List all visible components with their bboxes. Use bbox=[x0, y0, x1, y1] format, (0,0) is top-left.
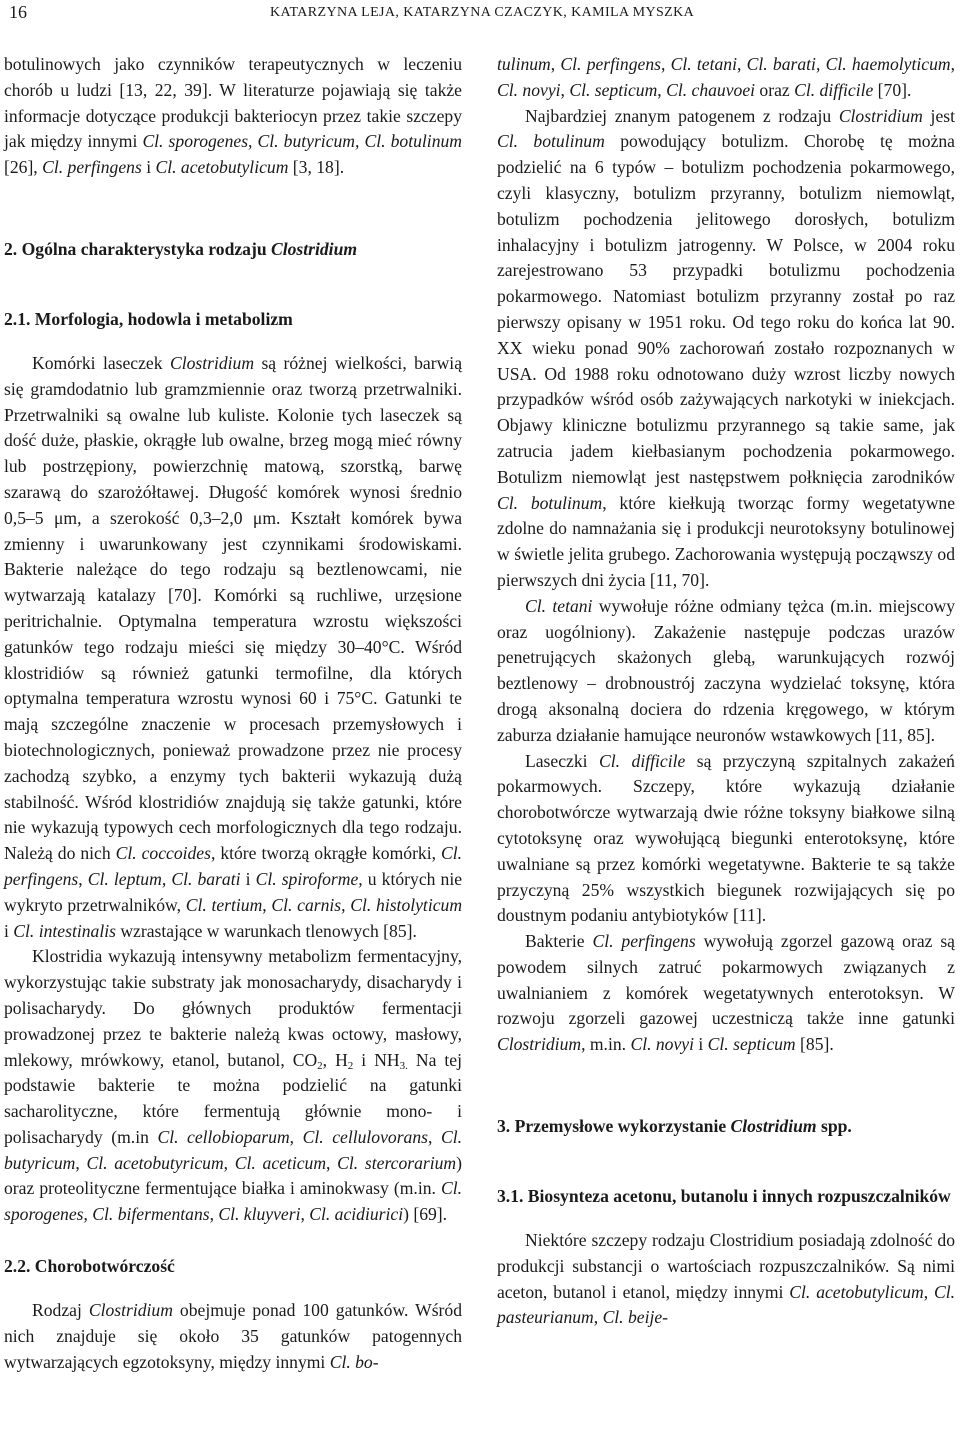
text-run: [26], bbox=[4, 157, 43, 178]
italic-term: Cl. barati bbox=[171, 868, 241, 889]
text-run: , bbox=[737, 54, 747, 74]
subscript: 2 bbox=[347, 1059, 354, 1072]
left-heading-2 bbox=[4, 307, 462, 331]
text-run: , bbox=[660, 54, 671, 74]
text-run: Najbardziej znanym patogenem z rodzaju bbox=[525, 105, 839, 126]
italic-term: Cl. chauvoei bbox=[666, 79, 756, 100]
italic-term: Clostridium bbox=[730, 1116, 817, 1137]
italic-term: Cl. pasteurianum bbox=[497, 1281, 955, 1328]
section-spacer bbox=[4, 181, 462, 219]
italic-term: tulinum bbox=[497, 54, 551, 74]
italic-term: Cl. acidiurici bbox=[309, 1204, 404, 1225]
text-run: i bbox=[141, 157, 156, 178]
text-run: , bbox=[657, 79, 667, 100]
text-run: Klostridia wykazują intensywny metabolizm fermentacyjny, wykorzystując takie substraty jak monosacharydy, disacharydy i polisacharydy. Do głównych produktów fermentacji prowadzonej przez te bakterie należą kwas octowy, masłowy, mlekowy, mrówkowy, etanol, butanol, CO bbox=[4, 946, 462, 1070]
italic-term: Cl. cellulovorans bbox=[302, 1126, 428, 1147]
italic-term: Cl. tetani bbox=[670, 54, 737, 74]
right-heading-2 bbox=[497, 1184, 955, 1208]
text-run: 3.1. Biosynteza acetonu, butanolu i innych rozpuszczalników bbox=[497, 1186, 951, 1207]
italic-term: Cl. haemolyticum bbox=[825, 54, 951, 74]
italic-term: Cl. stercorarium bbox=[337, 1152, 457, 1173]
italic-term: Cl. tertium bbox=[185, 894, 263, 915]
text-run: , bbox=[75, 1152, 87, 1173]
text-run: , bbox=[427, 1126, 441, 1147]
section-spacer bbox=[497, 1058, 955, 1096]
text-run: ) [69]. bbox=[403, 1204, 448, 1225]
text-run: , bbox=[300, 1204, 310, 1225]
italic-term: Cl. acetobutyricum bbox=[86, 1152, 224, 1173]
text-run: [3, 18]. bbox=[288, 157, 345, 178]
left-paragraph-2 bbox=[4, 351, 462, 944]
text-run: wzrastające w warunkach tlenowych [85]. bbox=[115, 920, 417, 941]
text-run: powodujący botulizm. Chorobę tę można podzielić na 6 typów – botulizm pochodzenia pokarmowego, czyli klasyczny, botulizm przyranny, botulizm niemowląt, botulizm pochodzenia jelitowego dorosłych, botulizm inhalacyjny i botulizm jatrogenny. W Polsce, w 2004 roku zarejestrowano 53 przypadki botulizmu pochodzenia pokarmowego. Natomiast botulizm przyranny został po raz pierwszy opisany w 1951 roku. Od tego roku do końca lat 90. XX wieku ponad 90% zachorowań zostało rozpoznanych w USA. Od 1988 roku odnotowano duży wzrost liczby nowych przypadków wśród osób zażywających narkotyki w iniekcjach. Objawy kliniczne botulizmu przyrannego są takie same, jak zatrucia jadem kiełbasianym pochodzenia pokarmowego. Botulizm niemowląt jest następstwem połknięcia zarodników bbox=[497, 131, 955, 487]
italic-term: Cl. barati bbox=[746, 54, 816, 74]
text-run: , bbox=[560, 79, 570, 100]
text-run: [70]. bbox=[873, 79, 912, 100]
text-run: ) oraz proteolityczne fermentujące białka i aminokwasy (m.in. bbox=[4, 1152, 462, 1199]
italic-term: Cl. aceticum bbox=[234, 1152, 327, 1173]
text-run: Na tej podstawie bakterie te można podzielić na gatunki sacharolityczne, które fermentują głównie mono- i polisacharydy (m.in bbox=[4, 1049, 462, 1147]
italic-term: Cl. cellobioparum bbox=[157, 1126, 290, 1147]
italic-term: Clostridium bbox=[838, 105, 923, 126]
italic-term: Clostridium bbox=[169, 352, 255, 373]
text-run: , bbox=[923, 1281, 934, 1302]
section-spacer bbox=[4, 1228, 462, 1248]
italic-term: Cl. novyi bbox=[497, 79, 561, 100]
text-run: Komórki laseczek bbox=[32, 352, 170, 373]
left-heading-1 bbox=[4, 237, 462, 261]
italic-term: Cl. coccoides bbox=[115, 843, 211, 864]
text-run: i bbox=[4, 920, 14, 941]
text-run: 2.2. Chorobotwórczość bbox=[4, 1256, 175, 1277]
right-paragraph-2 bbox=[497, 104, 955, 594]
text-run: oraz bbox=[755, 79, 795, 100]
text-run: , bbox=[593, 1307, 603, 1328]
italic-term: Cl. botulinum bbox=[497, 492, 603, 513]
text-run: , H bbox=[322, 1049, 348, 1070]
italic-term: Cl. histolyticum bbox=[350, 894, 463, 915]
text-run: wywołują zgorzel gazową oraz są powodem silnych zatruć pokarmowych związanych z uwalnianiem z komórek wegetatywnych enterotoksyn. W rozwoju zgorzeli gazowej uczestniczą także inne gatunki bbox=[497, 931, 955, 1029]
italic-term: Cl. beije- bbox=[602, 1307, 669, 1328]
italic-term: Cl. perfingens bbox=[560, 54, 661, 74]
text-run: , bbox=[223, 1152, 235, 1173]
left-paragraph-4 bbox=[4, 1298, 462, 1375]
text-run: są przyczyną szpitalnych zakażeń pokarmowych. Szczepy, które wykazują działanie chorobotwórcze wytwarzają dwie różne toksyny białkowe silną cytotoksynę oraz wywołującą biegunki enterotoksynę, które uwalniane są przez komórki wegetatywne. Bakterie te są także przyczyną 25% wszystkich biegunek rozwijających się po doustnym podaniu antybiotyków [11]. bbox=[497, 750, 955, 926]
text-run: Rodzaj bbox=[32, 1300, 89, 1321]
text-run: , które tworzą okrągłe komórki, bbox=[210, 843, 441, 864]
running-header bbox=[0, 0, 960, 30]
left-paragraph-1 bbox=[4, 52, 462, 181]
italic-term: Cl. leptum bbox=[87, 868, 162, 889]
italic-term: Cl. septicum bbox=[707, 1034, 796, 1055]
right-paragraph-1 bbox=[497, 52, 955, 104]
text-run: obejmuje ponad 100 gatunków. Wśród nich znajduje się około 35 gatunków patogennych wytwarzających egzotoksyny, między innymi bbox=[4, 1300, 462, 1372]
italic-term: Cl. septicum bbox=[569, 79, 658, 100]
right-paragraph-6 bbox=[497, 1228, 955, 1331]
italic-term: Cl. perfingens bbox=[4, 843, 463, 889]
text-run: , bbox=[550, 54, 561, 74]
italic-term: Clostridium bbox=[88, 1300, 173, 1321]
text-run: jest bbox=[922, 105, 955, 126]
text-run: , bbox=[78, 868, 88, 889]
text-run: , bbox=[161, 868, 172, 889]
text-run: Niektóre szczepy rodzaju Clostridium posiadają zdolność do produkcji substancji o wartościach rozpuszczalników. Są nimi aceton, butanol i etanol, między innymi bbox=[497, 1230, 955, 1302]
header-authors: KATARZYNA LEJA, KATARZYNA CZACZYK, KAMILA MYSZKA bbox=[270, 5, 695, 20]
text-run: , bbox=[262, 894, 272, 915]
italic-term: Cl. tetani bbox=[525, 595, 593, 616]
italic-term: Clostridium bbox=[497, 1034, 582, 1055]
italic-term: Cl. sporogenes bbox=[4, 1178, 462, 1225]
text-run: , bbox=[950, 54, 955, 74]
text-run: , bbox=[341, 894, 351, 915]
text-run: , bbox=[326, 1152, 338, 1173]
text-run: , bbox=[289, 1126, 303, 1147]
left-column bbox=[4, 52, 462, 1375]
italic-term: Cl. novyi bbox=[630, 1034, 694, 1055]
italic-term: Cl. bo- bbox=[329, 1351, 379, 1372]
italic-term: Cl. botulinum bbox=[497, 131, 605, 152]
page-number: 16 bbox=[9, 2, 27, 22]
text-run: , które kiełkują tworząc formy wegetatywne zdolne do namnażania się i produkcji neurotoksyny botulinowej w świetle jelita grubego. Zachorowania występują począwszy od pierwszych dni życia [11, 70]. bbox=[497, 492, 955, 590]
italic-term: Cl. acetobutylicum bbox=[789, 1281, 924, 1302]
text-run: Laseczki bbox=[525, 750, 600, 771]
left-paragraph-3 bbox=[4, 944, 462, 1228]
subscript: 3. bbox=[399, 1059, 408, 1072]
italic-term: Cl. kluyveri bbox=[218, 1204, 301, 1225]
italic-term: Cl. perfingens bbox=[592, 931, 696, 952]
text-run: botulinowych jako czynników terapeutycznych w leczeniu chorób u ludzi [13, 22, 39]. W literaturze pojawiają się także informacje dotyczące produkcji bakteriocyn przez takie szczepy jak między innymi bbox=[4, 54, 462, 152]
italic-term: Clostridium bbox=[271, 238, 358, 259]
text-run: 2. Ogólna charakterystyka rodzaju bbox=[4, 238, 271, 259]
right-paragraph-5 bbox=[497, 929, 955, 1058]
right-heading-1 bbox=[497, 1114, 955, 1138]
text-run: u których nie wykryto przetrwalników, bbox=[4, 868, 463, 915]
text-run: i bbox=[240, 868, 256, 889]
section-spacer bbox=[4, 281, 462, 301]
italic-term: Cl. intestinalis bbox=[13, 920, 116, 941]
text-run: Bakterie bbox=[525, 931, 593, 952]
italic-term: Cl. difficile bbox=[794, 79, 874, 100]
text-run: i NH bbox=[353, 1049, 400, 1070]
right-paragraph-3 bbox=[497, 594, 955, 749]
right-column bbox=[497, 52, 955, 1331]
text-run: , bbox=[815, 54, 826, 74]
section-spacer bbox=[497, 1158, 955, 1178]
left-heading-3 bbox=[4, 1254, 462, 1278]
text-run: i bbox=[693, 1034, 708, 1055]
italic-term: Cl. sporogenes, Cl. butyricum, Cl. botulinum bbox=[142, 131, 462, 152]
text-run: , m.in. bbox=[581, 1034, 631, 1055]
italic-term: Cl. difficile bbox=[599, 750, 686, 771]
italic-term: Cl. perfingens bbox=[42, 157, 142, 178]
text-run: 3. Przemysłowe wykorzystanie bbox=[497, 1116, 731, 1137]
italic-term: Cl. acetobutylicum bbox=[155, 157, 289, 178]
italic-term: Cl. butyricum bbox=[4, 1126, 462, 1173]
subscript: 2 bbox=[317, 1059, 323, 1072]
text-run: 2.1. Morfologia, hodowla i metabolizm bbox=[4, 308, 293, 329]
text-run: spp. bbox=[816, 1116, 852, 1137]
text-run: , bbox=[83, 1204, 93, 1225]
italic-term: Cl. spiroforme, bbox=[255, 868, 363, 889]
right-paragraph-4 bbox=[497, 749, 955, 930]
italic-term: Cl. carnis bbox=[271, 894, 342, 915]
text-run: , bbox=[209, 1204, 219, 1225]
text-run: są różnej wielkości, barwią się gramdodatnio lub gramzmiennie oraz tworzą przetrwalniki. Przetrwalniki są owalne lub kuliste. Kolonie tych laseczek są dość duże, płaskie, okrągłe lub owalne, brzeg mogą mieć równy lub postrzępiony, powierzchnię matową, szorstką, barwę szarawą do szarożółtawej. Długość komórek wynosi średnio 0,5–5 μm, a szerokość 0,3–2,0 μm. Kształt komórek bywa zmienny i uwarunkowany jest czynnikami środowiskami. Bakterie należące do tego rodzaju są beztlenowcami, nie wytwarzają katalazy [70]. Komórki są ruchliwe, urzęsione peritrichalnie. Optymalna temperatura wzrostu większości gatunków tego rodzaju mieści się między 30–40°C. Wśród klostridiów są również gatunki termofilne, dla których optymalna temperatura wzrostu wynosi 60 i 75°C. Gatunki te mają szczególne znaczenie w procesach przemysłowych i biotechnologicznych, ponieważ prowadzone przez nie procesy zachodzą szybko, a enzymy tych bakterii wykazują dużą stabilność. Wśród klostridiów znajdują się także gatunki, które nie wykazują typowych cech morfologicznych dla tego rodzaju. Należą do nich bbox=[4, 352, 463, 864]
text-run: [85]. bbox=[795, 1034, 834, 1055]
text-run: wywołuje różne odmiany tężca (m.in. miejscowy oraz uogólniony). Zakażenie następuje podczas urazów penetrujących skażonych glebą, warunkujących rozwój beztlenowy – drobnoustrój zaczyna wydzielać toksynę, która drogą aksonalną dociera do rdzenia kręgowego, w którym zaburza działanie hamujące neuronów wstawkowych [11, 85]. bbox=[497, 595, 955, 745]
italic-term: Cl. bifermentans bbox=[92, 1204, 210, 1225]
